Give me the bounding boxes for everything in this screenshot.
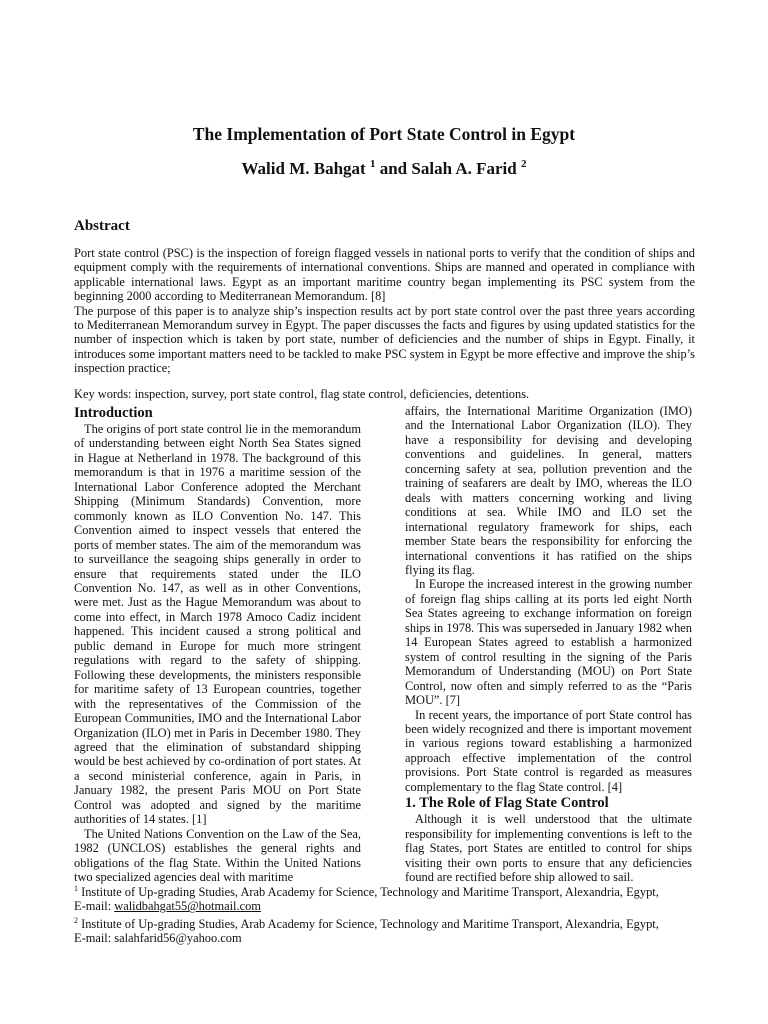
footnote-mark: 1	[74, 884, 78, 893]
footnotes	[74, 882, 714, 946]
body-paragraph: Although it is well understood that the ultimate responsibility for implementing conventions is left to the flag States, port States are entitled to control for ships visiting their own ports to ensure that any deficiencies found are rectified before ship allowed to sail.	[405, 812, 692, 885]
email-text: salahfarid56@yahoo.com	[114, 931, 242, 946]
author-line	[0, 158, 768, 179]
author-name-1: Walid M. Bahgat	[241, 159, 366, 178]
footnote-affiliation: Institute of Up-grading Studies, Arab Academy for Science, Technology and Maritime Transport, Alexandria, Egypt,	[78, 885, 659, 899]
left-column	[74, 404, 361, 885]
abstract-heading: Abstract	[74, 218, 130, 234]
email-label: E-mail:	[74, 931, 115, 946]
introduction-heading: Introduction	[74, 405, 153, 421]
footnote-affiliation: Institute of Up-grading Studies, Arab Academy for Science, Technology and Maritime Transport, Alexandria, Egypt,	[78, 916, 659, 931]
keywords: Key words: inspection, survey, port state control, flag state control, deficiencies, detentions.	[74, 387, 530, 401]
body-paragraph: In recent years, the importance of port State control has been widely recognized and there is important movement in various regions toward establishing a harmonized approach effective implementation of the control provisions. Port State control is regarded as measures complementary to the flag State control. [4]	[405, 707, 692, 794]
abstract-paragraph: The purpose of this paper is to analyze ship’s inspection results act by port state control over the past three years according to Mediterranean Memorandum survey in Egypt. The paper discusses the facts and figures by using updated statistics for the number of inspection which is taken by port state, number of deficiencies and the number of ships in Egypt. Finally, it introduces some important matters need to be tackled to make PSC system in Egypt be more effective and improve the ship’s inspection practice;	[74, 303, 695, 376]
email-link[interactable]: walidbahgat55@hotmail.com	[114, 899, 261, 914]
section-1-heading: 1. The Role of Flag State Control	[405, 795, 609, 812]
author-separator: and	[375, 159, 412, 178]
footnote-1	[74, 882, 714, 914]
footnote-mark: 2	[74, 915, 78, 925]
body-paragraph-continued: affairs, the International Maritime Organization (IMO) and the International Labor Organization (ILO). They have a responsibility for devising and developing conventions and guidelines. In general, matters concerning safety at sea, pollution prevention and the training of seafarers are dealt by IMO, whereas the ILO deals with matters concerning working and living conditions at sea. While IMO and ILO set the international regulatory framework for ships, each member State bears the responsibility for enforcing the international conventions it has ratified on the ships flying its flag.	[405, 404, 692, 577]
paper-title: The Implementation of Port State Control in Egypt	[192, 124, 576, 144]
email-label: E-mail:	[74, 899, 115, 914]
body-paragraph: In Europe the increased interest in the growing number of foreign flag ships calling at its ports led eight North Sea States agreeing to exchange information on foreign ships in 1978. This was superseded in January 1982 when 14 European States agreed to establish a harmonized system of control resulting in the signing of the Paris Memorandum of Understanding (MOU) on Port State Control, now often and simply referred to as the “Paris MOU”. [7]	[405, 577, 692, 708]
body-paragraph: The United Nations Convention on the Law of the Sea, 1982 (UNCLOS) establishes the general rights and obligations of the flag State. Within the United Nations two specialized agencies deal with maritime	[74, 826, 361, 885]
abstract-body	[74, 246, 695, 376]
footnote-2	[74, 914, 714, 946]
author-mark-1: 1	[369, 158, 376, 170]
author-mark-2: 2	[520, 158, 527, 170]
author-name-2: Salah A. Farid	[411, 159, 517, 178]
body-paragraph: The origins of port state control lie in the memorandum of understanding between eight North Sea States signed in Hague at Netherland in 1978. The background of this memorandum is that in 1976 a maritime session of the International Labor Conference adopted the Merchant Shipping (Minimum Standards) Convention, more commonly known as ILO Convention No. 147. This Convention aimed to inspect vessels that entered the ports of member states. The aim of the memorandum was to surveillance the seagoing ships generally in order to ensure that requirements stated under the ILO Convention No. 147, as well as in other Conventions, were met. Just as the Hague Memorandum was about to come into effect, in March 1978 Amoco Cadiz incident happened. This incident caused a strong political and public demand in Europe for much more stringent regulations with regard to the safety of shipping. Following these developments, the ministers responsible for maritime safety of 13 European countries, together with the representatives of the Commission of the European Communities, IMO and the International Labor Organization (ILO) met in Paris in December 1980. They agreed that the elimination of substandard shipping would be best achieved by co-ordination of port states. At a second ministerial conference, again in Paris, in January 1982, the present Paris MOU on Port State Control was adopted and signed by the maritime authorities of 14 states. [1]	[74, 422, 361, 827]
right-column	[405, 404, 692, 885]
abstract-paragraph: Port state control (PSC) is the inspection of foreign flagged vessels in national ports to verify that the condition of ships and equipment comply with the requirements of international conventions. Ships are manned and operated in compliance with applicable international laws. Egypt as an important maritime country began implementing its PSC system from the beginning 2000 according to Mediterranean Memorandum. [8]	[74, 246, 695, 304]
